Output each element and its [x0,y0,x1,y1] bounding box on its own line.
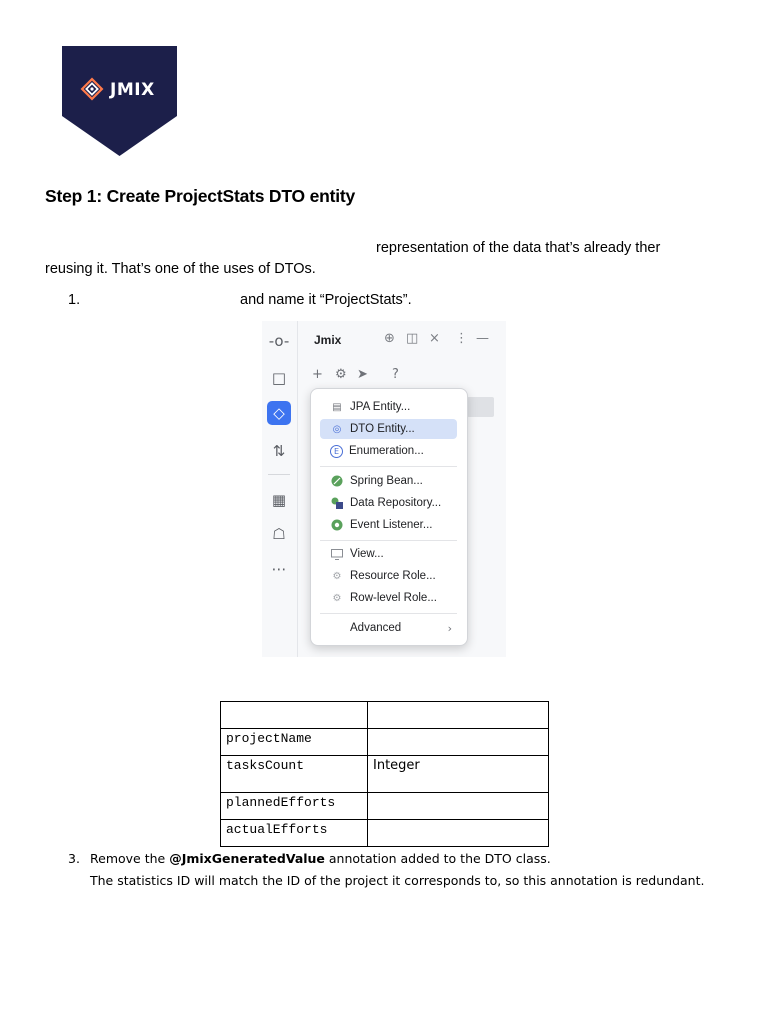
jmix-icon[interactable]: ◇ [267,401,291,425]
layout-icon[interactable]: ◫ [406,331,419,346]
commit-icon[interactable]: -o- [268,332,290,350]
row-level-role-icon: ⚙ [332,592,342,604]
jmix-logo [62,46,177,156]
annotation-name: @JmixGeneratedValue [169,851,325,866]
tool-window-rail [262,321,298,657]
more-icon[interactable]: ⋯ [271,560,287,578]
table-cell-name: projectName [221,729,368,756]
table-cell-type [368,702,549,729]
table-row [221,756,549,793]
step3-explanation: The statistics ID will match the ID of the project it corresponds to, so this annotation is redundant. [90,873,705,888]
menu-item-label: Event Listener... [350,519,433,531]
collapse-icon[interactable]: × [429,331,440,346]
attributes-table [220,701,549,847]
paragraph-line-1: representation of the data that’s already ther [376,240,661,256]
settings-icon[interactable]: ⚙ [335,367,347,382]
menu-item-label: Resource Role... [350,570,436,582]
menu-item-dto-entity[interactable] [320,419,457,439]
menu-item-label: Spring Bean... [350,475,423,487]
rail-divider [268,474,290,475]
menu-item-event-listener[interactable] [320,515,457,535]
dto-entity-icon: ◎ [332,423,342,435]
menu-separator [320,613,457,614]
menu-item-label: View... [350,548,384,560]
chevron-right-icon: › [447,621,452,635]
spring-bean-icon [330,474,344,488]
selected-tree-row [467,397,494,417]
step3-prefix: Remove the [90,851,170,866]
enumeration-icon: E [330,445,343,458]
minimize-icon[interactable]: — [476,331,489,346]
list-item-number: 3. [68,851,80,866]
menu-item-jpa-entity[interactable] [320,397,457,417]
tool-window-title: Jmix [314,333,342,347]
svg-text:JMIX: JMIX [110,80,155,100]
menu-item-label: Data Repository... [350,497,442,509]
table-row [221,820,549,847]
structure-icon[interactable]: ▦ [271,491,287,509]
run-icon[interactable]: ➤ [357,367,368,382]
menu-item-label: Row-level Role... [350,592,437,604]
new-element-menu [310,388,468,646]
resource-role-icon: ⚙ [332,570,342,582]
table-cell-type [368,820,549,847]
table-row [221,729,549,756]
menu-item-advanced[interactable] [320,618,457,638]
bookmark-icon[interactable]: ☖ [272,525,286,543]
table-cell-name: plannedEfforts [221,793,368,820]
menu-item-data-repository[interactable] [320,493,457,513]
menu-item-view[interactable] [320,544,457,564]
table-cell-name: actualEfforts [221,820,368,847]
menu-item-enumeration[interactable] [320,441,457,461]
table-row [221,793,549,820]
table-cell-type [368,793,549,820]
options-icon[interactable]: ⋮ [455,331,468,346]
table-cell-type [368,729,549,756]
menu-item-label: Advanced [350,622,402,634]
data-repository-icon [330,496,344,510]
help-icon[interactable]: ? [392,367,399,382]
table-cell-name [221,702,368,729]
jmix-logo-shield [62,46,177,156]
list-item-number: 1. [68,292,81,308]
table-row [221,702,549,729]
page-heading: Step 1: Create ProjectStats DTO entity [45,186,356,206]
menu-separator [320,466,457,467]
view-icon [330,547,344,561]
step3-suffix: annotation added to the DTO class. [324,851,551,866]
list-item-text: and name it “ProjectStats”. [240,292,412,308]
menu-item-row-level-role[interactable] [320,588,457,608]
folder-icon[interactable]: □ [271,369,287,387]
add-icon[interactable]: + [312,367,323,382]
table-cell-type: Integer [368,756,549,793]
menu-item-spring-bean[interactable] [320,471,457,491]
spacer [330,621,344,635]
menu-separator [320,540,457,541]
menu-item-label: Enumeration... [349,445,424,457]
ide-screenshot [262,321,506,657]
event-listener-icon [330,518,344,532]
vcs-icon[interactable]: ⇅ [272,442,286,460]
table-cell-name: tasksCount [221,756,368,793]
menu-item-label: DTO Entity... [350,423,415,435]
jpa-entity-icon: ▤ [332,401,342,413]
paragraph-line-2: reusing it. That’s one of the uses of DTOs. [45,261,316,277]
menu-item-resource-role[interactable] [320,566,457,586]
step3-text [90,851,551,866]
target-icon[interactable]: ⊕ [384,331,395,346]
menu-item-label: JPA Entity... [350,401,411,413]
